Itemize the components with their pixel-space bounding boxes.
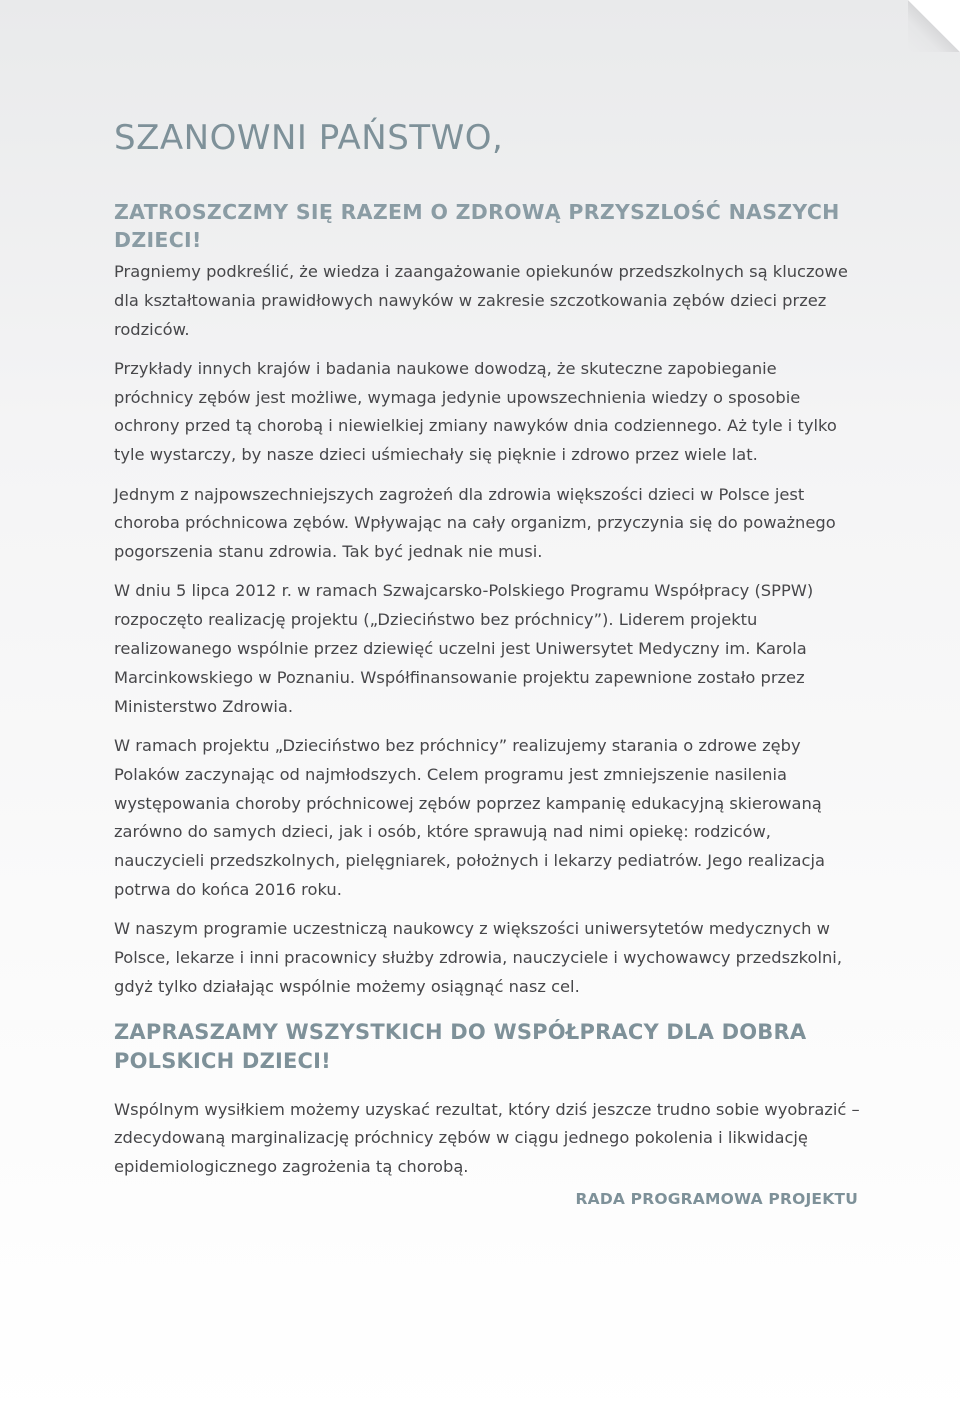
signature: RADA PROGRAMOWA PROJEKTU	[575, 1190, 858, 1208]
greeting-heading: SZANOWNI PAŃSTWO,	[114, 118, 504, 158]
letter-body	[114, 118, 860, 1182]
paragraph-project-start: W dniu 5 lipca 2012 r. w ramach Szwajcarsko-Polskiego Programu Współpracy (SPPW) rozpoczęto realizację projektu („Dzieciństwo bez próchnicy”). Liderem projektu realizowanego wspólnie przez dziewięć uczelni jest Uniwersytet Medyczny im. Karola Marcinkowskiego w Poznaniu. Współfinansowanie projektu zapewnione zostało przez Ministerstwo Zdrowia.	[114, 581, 814, 716]
page-corner-fold	[908, 0, 960, 52]
call-to-action-heading: ZAPRASZAMY WSZYSTKICH DO WSPÓŁPRACY DLA DOBRA POLSKICH DZIECI!	[114, 1019, 807, 1073]
paragraph-participants: W naszym programie uczestniczą naukowcy z większości uniwersytetów medycznych w Polsce, lekarze i inni pracownicy służby zdrowia, nauczyciele i wychowawcy przedszkolni, gdyż tylko działając wspólnie możemy osiągnąć nasz cel.	[114, 919, 842, 996]
paragraph-prevention: Przykłady innych krajów i badania naukowe dowodzą, że skuteczne zapobieganie próchnicy zębów jest możliwe, wymaga jedynie upowszechnienia wiedzy o sposobie ochrony przed tą chorobą i niewielkiej zmiany nawyków dnia codziennego. Aż tyle i tylko tyle wystarczy, by nasze dzieci uśmiechały się pięknie i zdrowo przez wiele lat.	[114, 358, 837, 465]
paragraph-threat: Jednym z najpowszechniejszych zagrożeń dla zdrowia większości dzieci w Polsce jest choroba próchnicowa zębów. Wpływając na cały organizm, przyczynia się do poważnego pogorszenia stanu zdrowia. Tak być jednak nie musi.	[114, 484, 836, 562]
subheading: ZATROSZCZMY SIĘ RAZEM O ZDROWĄ PRZYSZLOŚĆ NASZYCH DZIECI!	[114, 200, 840, 252]
paragraph-project-goals: W ramach projektu „Dzieciństwo bez próchnicy” realizujemy starania o zdrowe zęby Polaków zaczynając od najmłodszych. Celem programu jest zmniejszenie nasilenia występowania choroby próchnicowej zębów poprzez kampanię edukacyjną skierowaną zarówno do samych dzieci, jak i osób, które sprawują nad nimi opiekę: rodziców, nauczycieli przedszkolnych, pielęgniarek, położnych i lekarzy pediatrów. Jego realizacja potrwa do końca 2016 roku.	[114, 735, 825, 899]
paragraph-intro: Pragniemy podkreślić, że wiedza i zaangażowanie opiekunów przedszkolnych są kluczowe dla kształtowania prawidłowych nawyków w zakresie szczotkowania zębów dzieci przez rodziców.	[114, 262, 848, 339]
paragraph-closing: Wspólnym wysiłkiem możemy uzyskać rezultat, który dziś jeszcze trudno sobie wyobrazić – zdecydowaną marginalizację próchnicy zębów w ciągu jednego pokolenia i likwidację epidemiologicznego zagrożenia tą chorobą.	[114, 1099, 860, 1177]
